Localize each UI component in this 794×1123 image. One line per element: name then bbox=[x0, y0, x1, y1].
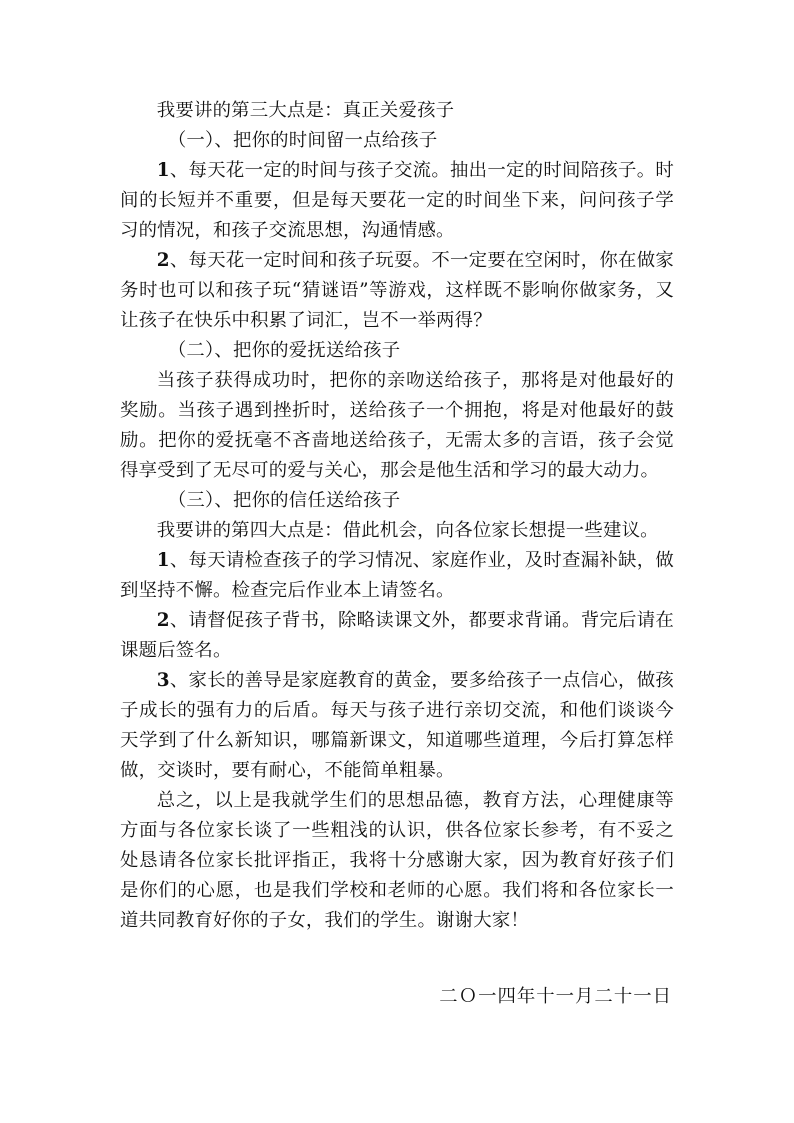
item-number: 2 bbox=[156, 250, 170, 271]
conclusion-paragraph: 总之，以上是我就学生们的思想品德，教育方法，心理健康等方面与各位家长谈了一些粗浅的认识，供各位家长参考，有不妥之处恳请各位家长批评指正，我将十分感谢大家，因为教育好孩子们是你们的心愿，也是我们学校和老师的心愿。我们将和各位家长一道共同教育好你的子女，我们的学生。谢谢大家！ bbox=[120, 790, 674, 931]
section-heading-3: 我要讲的第三大点是：真正关爱孩子 bbox=[156, 100, 455, 121]
item-text: 、请督促孩子背书，除略读课文外，都要求背诵。背完后请在课题后签名。 bbox=[120, 610, 674, 661]
item-number: 2 bbox=[156, 610, 170, 631]
suggestion-item-3 bbox=[120, 666, 674, 786]
subheading-trust: （三）、把你的信任送给孩子 bbox=[167, 490, 401, 511]
paragraph-item-2 bbox=[120, 246, 674, 336]
item-text: 、每天花一定的时间与孩子交流。抽出一定的时间陪孩子。时间的长短并不重要，但是每天要花一定的时间坐下来，问问孩子学习的情况，和孩子交流思想，沟通情感。 bbox=[120, 160, 674, 241]
suggestion-item-2 bbox=[120, 606, 674, 666]
document-date: 二Ｏ一四年十一月二十一日 bbox=[439, 986, 672, 1007]
item-text: 、家长的善导是家庭教育的黄金，要多给孩子一点信心，做孩子成长的强有力的后盾。每天与孩子进行亲切交流，和他们谈谈今天学到了什么新知识，哪篇新课文，知道哪些道理，今后打算怎样做，交谈时，要有耐心，不能简单粗暴。 bbox=[120, 670, 674, 781]
item-text: 、每天花一定时间和孩子玩耍。不一定要在空闲时，你在做家务时也可以和孩子玩“猜谜语”等游戏，这样既不影响你做家务，又让孩子在快乐中积累了词汇，岂不一举两得？ bbox=[120, 250, 674, 331]
paragraph-item-1 bbox=[120, 156, 674, 246]
suggestion-item-1 bbox=[120, 546, 674, 606]
subheading-time: （一）、把你的时间留一点给孩子 bbox=[167, 130, 438, 151]
item-number: 1 bbox=[156, 160, 170, 181]
document-body bbox=[120, 96, 674, 936]
section-heading-4: 我要讲的第四大点是：借此机会，向各位家长想提一些建议。 bbox=[156, 520, 659, 541]
item-number: 3 bbox=[156, 670, 170, 691]
subheading-affection: （二）、把你的爱抚送给孩子 bbox=[167, 340, 401, 361]
item-number: 1 bbox=[156, 550, 170, 571]
item-text: 、每天请检查孩子的学习情况、家庭作业，及时查漏补缺，做到坚持不懈。检查完后作业本上请签名。 bbox=[120, 550, 674, 601]
paragraph-affection: 当孩子获得成功时，把你的亲吻送给孩子，那将是对他最好的奖励。当孩子遇到挫折时，送给孩子一个拥抱，将是对他最好的鼓励。把你的爱抚毫不吝啬地送给孩子，无需太多的言语，孩子会觉得享受到了无尽可的爱与关心，那会是他生活和学习的最大动力。 bbox=[120, 370, 674, 481]
